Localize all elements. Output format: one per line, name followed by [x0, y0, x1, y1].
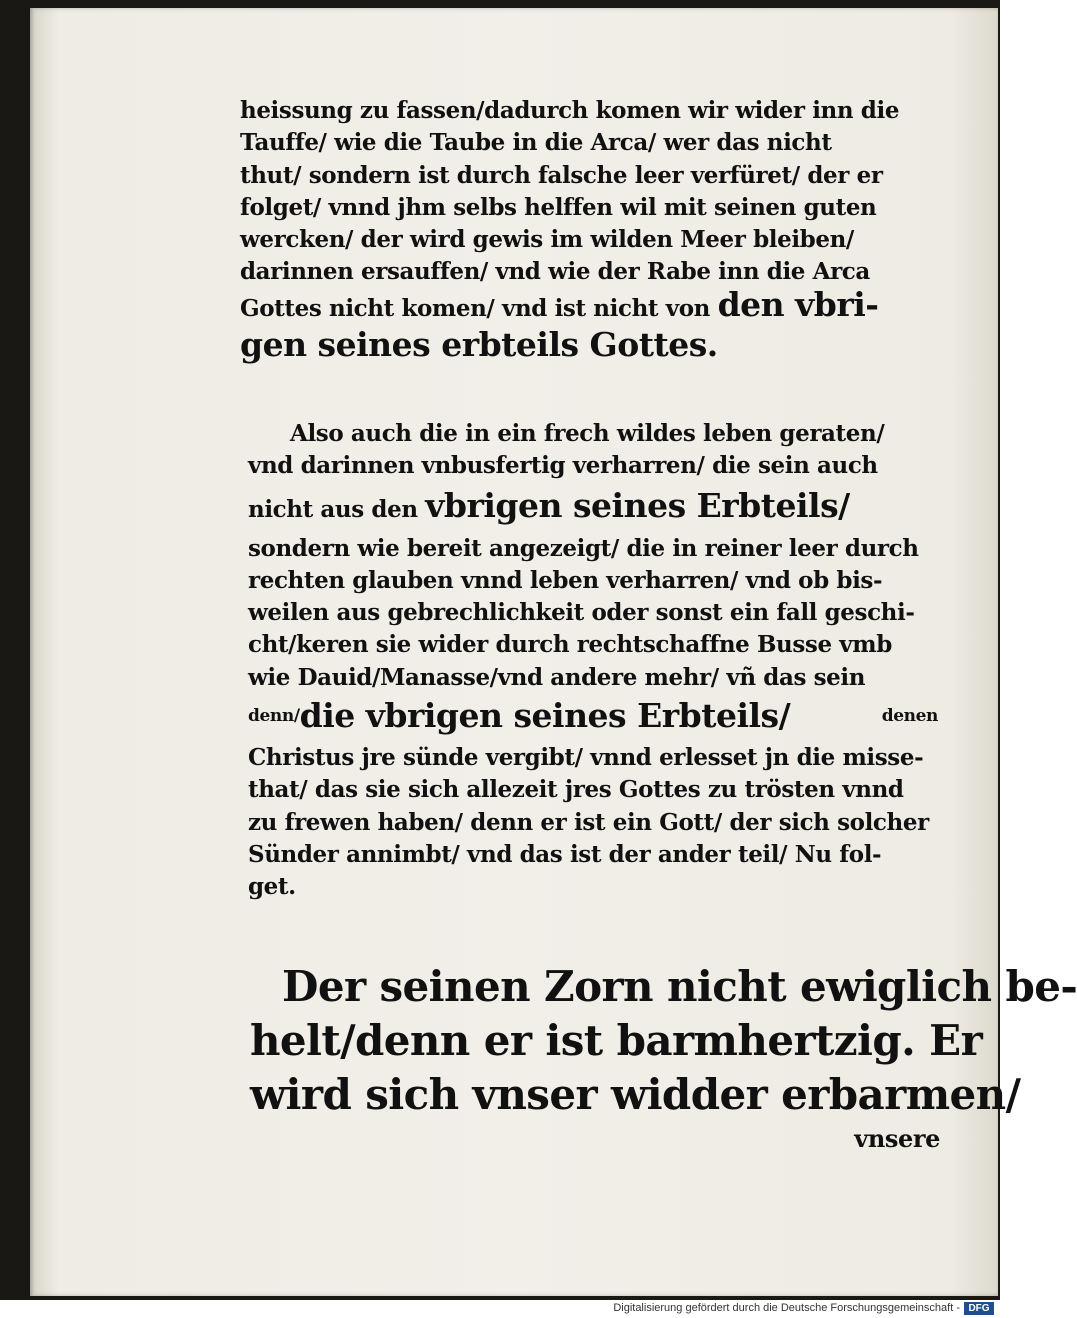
emphasized-line: gen seines erbteils Gottes.: [240, 325, 718, 365]
text-line: folget/ vnnd jhm selbs helffen wil mit seinen guten: [240, 193, 877, 221]
text-line: that/ das sie sich allezeit jres Gottes zu trösten vnnd: [248, 776, 904, 804]
text-line: weilen aus gebrechlichkeit oder sonst ein fall geschi-: [248, 599, 915, 627]
catchword: vnsere: [854, 1124, 940, 1153]
text-line: heissung zu fassen/dadurch komen wir wider inn die: [240, 97, 900, 124]
text-span: nicht aus den: [248, 495, 418, 523]
text-line: cht/keren sie wider durch rechtschaffne Busse vmb: [248, 631, 892, 659]
text-line: wie Dauid/Manasse/vnd andere mehr/ vñ das sein: [248, 663, 866, 691]
paragraph-1: [240, 95, 930, 365]
text-span: denen: [881, 706, 938, 727]
text-line: wercken/ der wird gewis im wilden Meer bleiben/: [240, 226, 854, 254]
text-line-mixed: [248, 483, 938, 533]
text-line: vnd darinnen vnbusfertig verharren/ die sein auch: [248, 452, 878, 480]
footer-credit: Digitalisierung gefördert durch die Deutsche Forschungsgemeinschaft -: [613, 1302, 960, 1314]
text-line: Christus jre sünde vergibt/ vnnd erlesset jn die misse-: [248, 744, 924, 772]
paragraph-3-heading: [250, 960, 1077, 1156]
emphasized-text: vbrigen seines Erbteils/: [425, 485, 850, 525]
text-line: Sünder annimbt/ vnd das ist der ander teil/ Nu fol-: [248, 840, 882, 868]
emphasized-text: den vbri-: [717, 284, 879, 324]
text-line: Tauffe/ wie die Taube in die Arca/ wer das nicht: [240, 129, 832, 157]
heading-line: wird sich vnser widder erbarmen/: [250, 1070, 1021, 1119]
text-span: denn/: [248, 706, 300, 727]
text-line: sondern wie bereit angezeigt/ die in reiner leer durch: [248, 534, 919, 562]
text-span: Gottes nicht komen/ vnd ist nicht von: [240, 294, 710, 322]
text-line: thut/ sondern ist durch falsche leer verfüret/ der er: [240, 161, 883, 189]
dfg-logo-icon[interactable]: DFG: [964, 1302, 994, 1315]
text-line: zu frewen haben/ denn er ist ein Gott/ der sich solcher: [248, 808, 929, 836]
heading-line: helt/denn er ist barmhertzig. Er: [250, 1016, 983, 1065]
text-line: Also auch die in ein frech wildes leben geraten/: [290, 420, 885, 447]
paragraph-2: [248, 418, 938, 904]
text-line: get.: [248, 873, 296, 901]
text-line-mixed: [240, 284, 930, 325]
heading-line: Der seinen Zorn nicht ewiglich be-: [282, 962, 1077, 1011]
emphasized-text: die vbrigen seines Erbteils/: [299, 696, 791, 736]
text-line: rechten glauben vnnd leben verharren/ vnd ob bis-: [248, 566, 883, 594]
text-line-mixed: [248, 694, 938, 742]
text-line: darinnen ersauffen/ vnd wie der Rabe inn die Arca: [240, 258, 870, 286]
